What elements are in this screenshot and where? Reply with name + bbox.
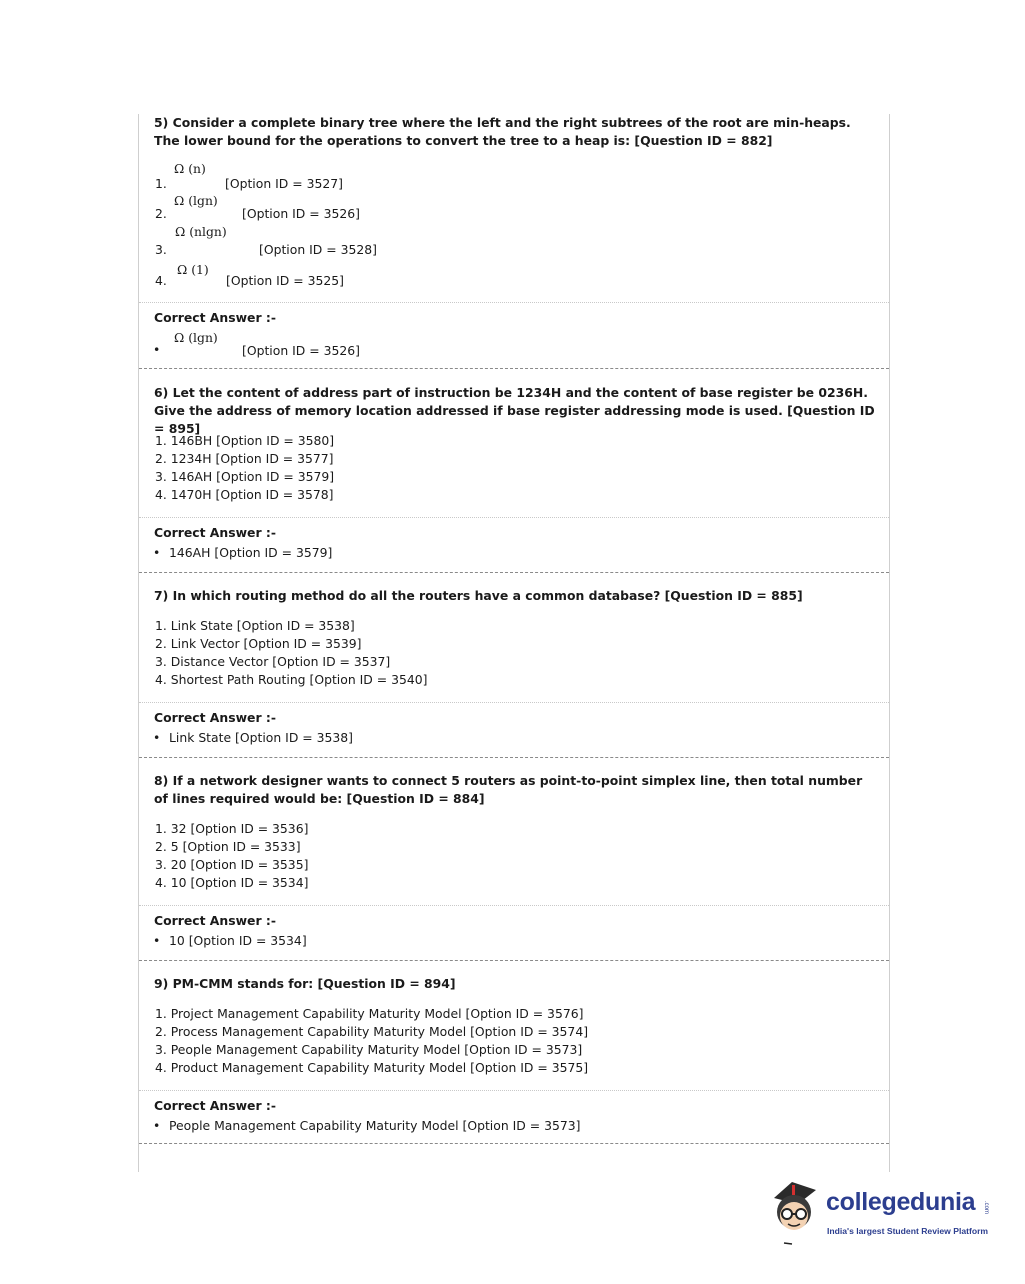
option-number: 2.: [155, 206, 167, 221]
brand-name: collegedunia: [826, 1188, 976, 1216]
option: 2. 1234H [Option ID = 3577]: [155, 451, 334, 466]
option-id: [Option ID = 3528]: [259, 242, 377, 257]
answer-bullet: •: [153, 342, 161, 357]
question-sheet: [138, 114, 890, 1172]
option: 3. 146AH [Option ID = 3579]: [155, 469, 335, 484]
brand-tagline: India's largest Student Review Platform: [827, 1226, 989, 1236]
option-id: [Option ID = 3527]: [225, 176, 343, 191]
option: 2. Process Management Capability Maturity Model [Option ID = 3574]: [155, 1024, 589, 1039]
question-text: 6) Let the content of address part of instruction be 1234H and the content of base register be 0236H. Give the address of memory location addressed if base register addressing mode is used. [Question ID = 895]: [154, 385, 875, 436]
option-formula: Ω (lgn): [174, 193, 218, 208]
option-id: [Option ID = 3526]: [242, 206, 360, 221]
correct-answer-label: Correct Answer :-: [154, 1098, 276, 1113]
correct-answer-label: Correct Answer :-: [154, 710, 276, 725]
option: 2. 5 [Option ID = 3533]: [155, 839, 301, 854]
answer-text: 10 [Option ID = 3534]: [169, 933, 307, 948]
answer: • People Management Capability Maturity Model [Option ID = 3573]: [153, 1118, 581, 1133]
question-separator: [139, 1143, 889, 1144]
divider: [139, 1090, 889, 1091]
question-separator: [139, 368, 889, 369]
option: 3. People Management Capability Maturity Model [Option ID = 3573]: [155, 1042, 583, 1057]
option: 4. 1470H [Option ID = 3578]: [155, 487, 334, 502]
correct-answer-label: Correct Answer :-: [154, 310, 276, 325]
option: 4. 10 [Option ID = 3534]: [155, 875, 309, 890]
option-id: [Option ID = 3525]: [226, 273, 344, 288]
brand-suffix: .com: [983, 1201, 989, 1215]
option: 1. Project Management Capability Maturity Model [Option ID = 3576]: [155, 1006, 584, 1021]
answer: • 146AH [Option ID = 3579]: [153, 545, 333, 560]
question-separator: [139, 960, 889, 961]
divider: [139, 517, 889, 518]
option-number: 3.: [155, 242, 167, 257]
option-formula: Ω (n): [174, 161, 206, 176]
option: 2. Link Vector [Option ID = 3539]: [155, 636, 362, 651]
correct-answer-label: Correct Answer :-: [154, 913, 276, 928]
answer-text: Link State [Option ID = 3538]: [169, 730, 353, 745]
question-text: 5) Consider a complete binary tree where the left and the right subtrees of the root are min-heaps. The lower bound for the operations to convert the tree to a heap is: [Question ID = 882]: [154, 115, 851, 148]
divider: [139, 702, 889, 703]
answer: • 10 [Option ID = 3534]: [153, 933, 307, 948]
question-separator: [139, 757, 889, 758]
option: 1. Link State [Option ID = 3538]: [155, 618, 355, 633]
option: 1. 146BH [Option ID = 3580]: [155, 433, 335, 448]
question-separator: [139, 572, 889, 573]
option-number: 4.: [155, 273, 167, 288]
question-text: 9) PM-CMM stands for: [Question ID = 894]: [154, 976, 456, 991]
divider: [139, 302, 889, 303]
answer-text: People Management Capability Maturity Model [Option ID = 3573]: [169, 1118, 581, 1133]
divider: [139, 905, 889, 906]
answer: • Link State [Option ID = 3538]: [153, 730, 353, 745]
option-number: 1.: [155, 176, 167, 191]
answer-id: [Option ID = 3526]: [242, 343, 360, 358]
option: 1. 32 [Option ID = 3536]: [155, 821, 309, 836]
option: 4. Product Management Capability Maturity Model [Option ID = 3575]: [155, 1060, 589, 1075]
option-formula: Ω (1): [177, 262, 209, 277]
option-formula: Ω (nlgn): [175, 224, 227, 239]
option: 4. Shortest Path Routing [Option ID = 3540]: [155, 672, 428, 687]
option: 3. 20 [Option ID = 3535]: [155, 857, 309, 872]
option: 3. Distance Vector [Option ID = 3537]: [155, 654, 391, 669]
question-text: 8) If a network designer wants to connect 5 routers as point-to-point simplex line, then total number of lines required would be: [Question ID = 884]: [154, 773, 863, 806]
answer-text: 146AH [Option ID = 3579]: [169, 545, 333, 560]
answer-formula: Ω (lgn): [174, 330, 218, 345]
question-text: 7) In which routing method do all the routers have a common database? [Question ID = 885]: [154, 588, 803, 603]
correct-answer-label: Correct Answer :-: [154, 525, 276, 540]
